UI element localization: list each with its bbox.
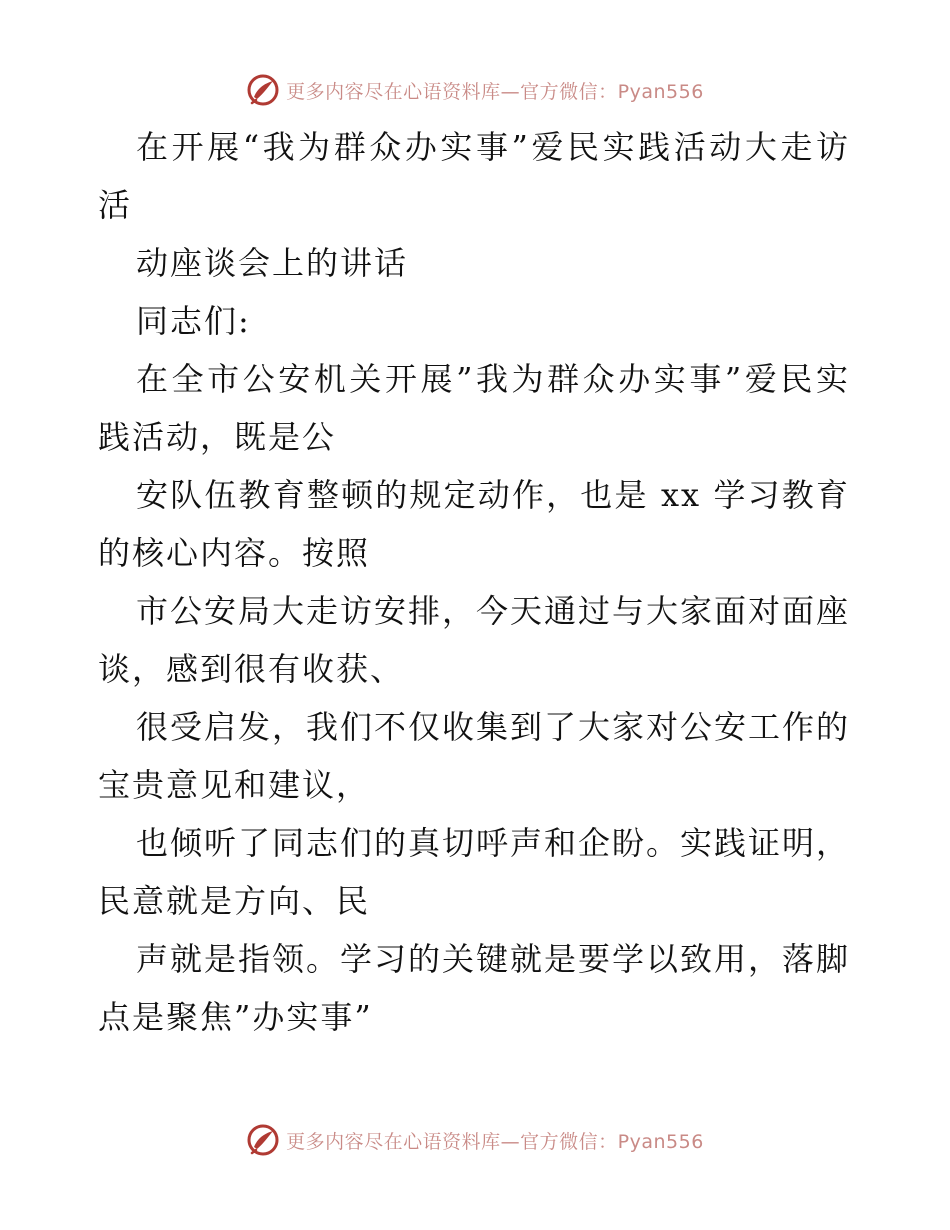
- pen-logo-icon: [246, 1123, 280, 1157]
- body-paragraph: 也倾听了同志们的真切呼声和企盼。实践证明，民意就是方向、民: [98, 824, 851, 920]
- body-paragraph: 在全市公安机关开展”我为群众办实事”爱民实践活动，既是公: [98, 360, 850, 456]
- salutation: 同志们:: [136, 302, 251, 340]
- header-watermark: [0, 70, 950, 110]
- body-paragraph: 很受启发，我们不仅收集到了大家对公安工作的宝贵意见和建议，: [98, 708, 851, 804]
- body-paragraph: 声就是指领。学习的关键就是要学以致用，落脚点是聚焦”办实事”: [98, 940, 851, 1036]
- document-title-line-1: 在开展“我为群众办实事”爱民实践活动大走访活: [98, 128, 850, 224]
- document-body: [98, 118, 850, 1046]
- body-paragraph: 安队伍教育整顿的规定动作，也是 xx 学习教育的核心内容。按照: [98, 476, 850, 572]
- watermark-text: 更多内容尽在心语资料库—官方微信：Pyan556: [286, 80, 704, 103]
- document-title-line-2: 动座谈会上的讲话: [136, 244, 409, 282]
- body-paragraph: 市公安局大走访安排，今天通过与大家面对面座谈，感到很有收获、: [98, 592, 851, 688]
- watermark-text: 更多内容尽在心语资料库—官方微信：Pyan556: [286, 1130, 704, 1153]
- footer-watermark: [0, 1120, 950, 1160]
- pen-logo-icon: [246, 73, 280, 107]
